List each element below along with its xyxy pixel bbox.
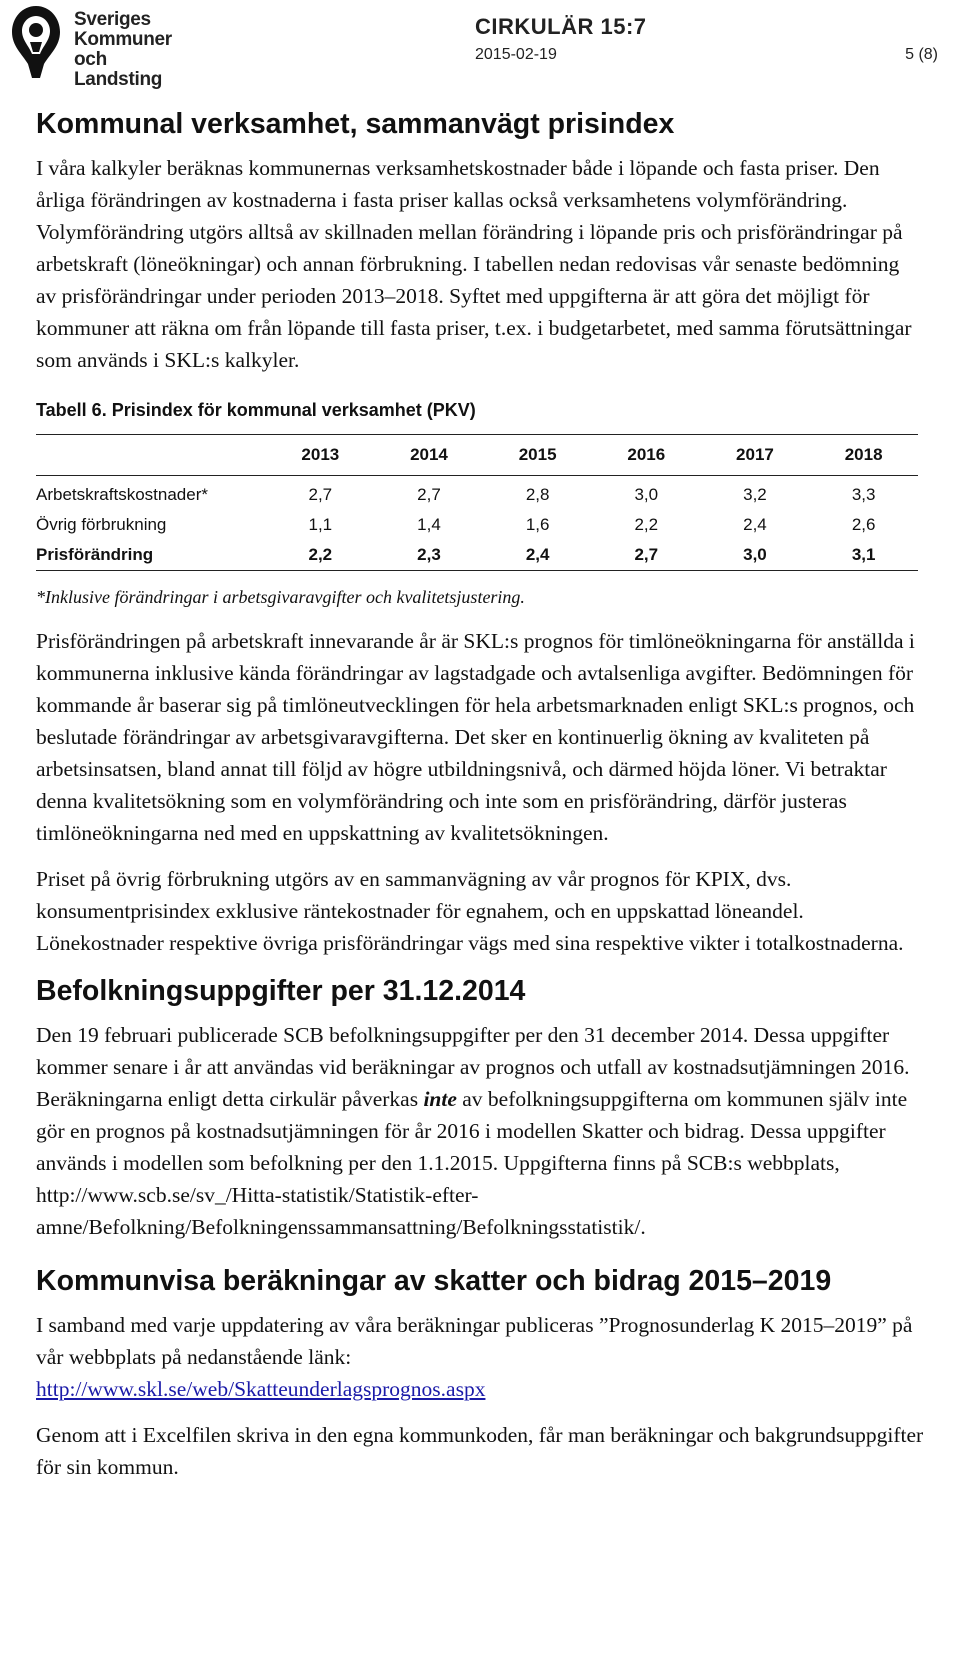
column-header: 2017 (736, 445, 774, 464)
table-cell: 2,4 (525, 545, 550, 564)
table-cell: 2,2 (634, 515, 659, 534)
skl-logo (4, 2, 194, 90)
row-label: Prisförändring (36, 545, 154, 564)
table-cell: 3,0 (634, 485, 659, 504)
table-row (36, 510, 918, 540)
paragraph-forbrukning: Priset på övrig förbrukning utgörs av en sammanvägning av vår prognos för KPIX, dvs. konsumentprisindex exklusive räntekostnader för egnahem, och en uppskattad löneandel. Lönekostnader respektive övriga prisförändringar vägs med sina respektive vikter i totalkostnaderna. (36, 867, 904, 955)
skl-link[interactable]: http://www.skl.se/web/Skatteunderlagsprognos.aspx (36, 1377, 486, 1401)
row-label: Arbetskraftskostnader* (36, 485, 208, 504)
table-cell: 2,8 (525, 485, 550, 504)
section-heading-prisindex: Kommunal verksamhet, sammanvägt prisindex (36, 108, 675, 140)
table-cell: 1,6 (525, 515, 550, 534)
document-body (36, 106, 924, 1483)
paragraph-befolkning (36, 1019, 924, 1243)
paragraph-intro: I våra kalkyler beräknas kommunernas verksamhetskostnader både i löpande och fasta priser. Den årliga förändringen av kostnaderna i fasta priser kallas också verksamhetens volymförändring. Volymförändring utgörs alltså av skillnaden mellan förändring i löpande pris och prisförändringar på arbetskraft (löneökningar) och annan förbrukning. I tabellen nedan redovisas vår senaste bedömning av prisförändringar under perioden 2013–2018. Syftet med uppgifterna är att göra det möjligt för kommuner att räkna om från löpande till fasta priser, t.ex. i budgetarbetet, med samma förutsättningar som används i SKL:s kalkyler. (36, 156, 912, 372)
text-span: I samband med varje uppdatering av våra beräkningar publiceras ”Prognosunderlag K 2015–2019” på vår webbplats på nedanstående länk: (36, 1313, 913, 1369)
table-footnote: *Inklusive förändringar i arbetsgivaravgifter och kvalitetsjustering. (36, 587, 525, 607)
org-name-line: och Landsting (74, 49, 163, 90)
org-name (74, 10, 194, 90)
emphasis-text: inte (423, 1087, 457, 1111)
table-row (36, 476, 918, 511)
org-name-line: Kommuner (74, 29, 172, 50)
table-cell: 3,2 (743, 485, 767, 504)
paragraph-arbetskraft: Prisförändringen på arbetskraft innevarande år är SKL:s prognos för timlöneökningarna för anställda i kommunerna inklusive kända förändringar av lagstadgade och avtalsenliga avgifter. Bedömningen för kommande år baserar sig på timlöneutvecklingen för hela arbetsmarknaden enligt SKL:s prognos, och beslutade förändringar av arbetsgivaravgifterna. Det sker en kontinuerlig ökning av kvaliteten på arbetsinsatsen, bland annat till följd av högre utbildningsnivå, och därmed höjda löner. Vi betraktar denna kvalitetsökning som en volymförändring och inte som en prisförändring, därför justeras timlöneökningarna ned med en uppskattning av kvalitetsökningen. (36, 629, 915, 845)
table-cell: 2,6 (851, 515, 876, 534)
paragraph-excelfil: Genom att i Excelfilen skriva in den egna kommunkoden, får man beräkningar och bakgrundsuppgifter för sin kommun. (36, 1423, 924, 1479)
table-cell: 3,1 (851, 545, 876, 564)
column-header: 2014 (410, 445, 448, 464)
table-cell: 2,3 (417, 545, 441, 564)
column-header: 2018 (844, 445, 883, 464)
column-header (36, 435, 266, 476)
table-header-row (36, 435, 918, 476)
skl-emblem-icon (4, 2, 68, 80)
org-name-line: Sveriges (74, 9, 151, 30)
column-header: 2013 (301, 445, 340, 464)
table-cell: 1,4 (417, 515, 441, 534)
table-cell: 2,4 (743, 515, 767, 534)
table-cell: 1,1 (308, 515, 333, 534)
table-cell: 2,2 (308, 545, 333, 564)
column-header: 2015 (518, 445, 557, 464)
table-caption: Tabell 6. Prisindex för kommunal verksamhet (PKV) (36, 400, 476, 420)
text-span: av befolkningsuppgifterna om kommunen själv inte gör en prognos på kostnadsutjämningen för år 2016 i modellen Skatter och bidrag. Dessa uppgifter används i modellen som befolkning per den 1.1.2015. Uppgifterna finns på SCB:s webbplats, http://www.scb.se/sv_/Hitta-statistik/Statistik-efter-amne/Befolkning/Befolkningenssammansattning/Befolkningsstatistik/. (36, 1087, 908, 1239)
section-heading-befolkning: Befolkningsuppgifter per 31.12.2014 (36, 975, 526, 1007)
table-row-total (36, 540, 918, 571)
table-cell: 2,7 (308, 485, 333, 504)
document-title: CIRKULÄR 15:7 (475, 14, 647, 39)
row-label: Övrig förbrukning (36, 515, 167, 534)
table-cell: 2,7 (417, 485, 441, 504)
column-header: 2016 (627, 445, 666, 464)
table-cell: 3,0 (743, 545, 767, 564)
document-date: 2015-02-19 (475, 46, 557, 63)
table-cell: 2,7 (634, 545, 659, 564)
pkv-table (36, 434, 918, 571)
page-number: 5 (8) (905, 46, 938, 63)
section-heading-kommunvisa: Kommunvisa beräkningar av skatter och bidrag 2015–2019 (36, 1265, 832, 1297)
text-span: Den 19 februari publicerade SCB befolkningsuppgifter per den 31 december 2014. Dessa uppgifter kommer senare i år att användas vid beräkningar av prognos och utfall av kostnadsutjämningen 2016. Beräkningarna enligt detta cirkulär påverkas (36, 1023, 910, 1111)
table-cell: 3,3 (851, 485, 876, 504)
paragraph-prognosunderlag (36, 1309, 924, 1405)
